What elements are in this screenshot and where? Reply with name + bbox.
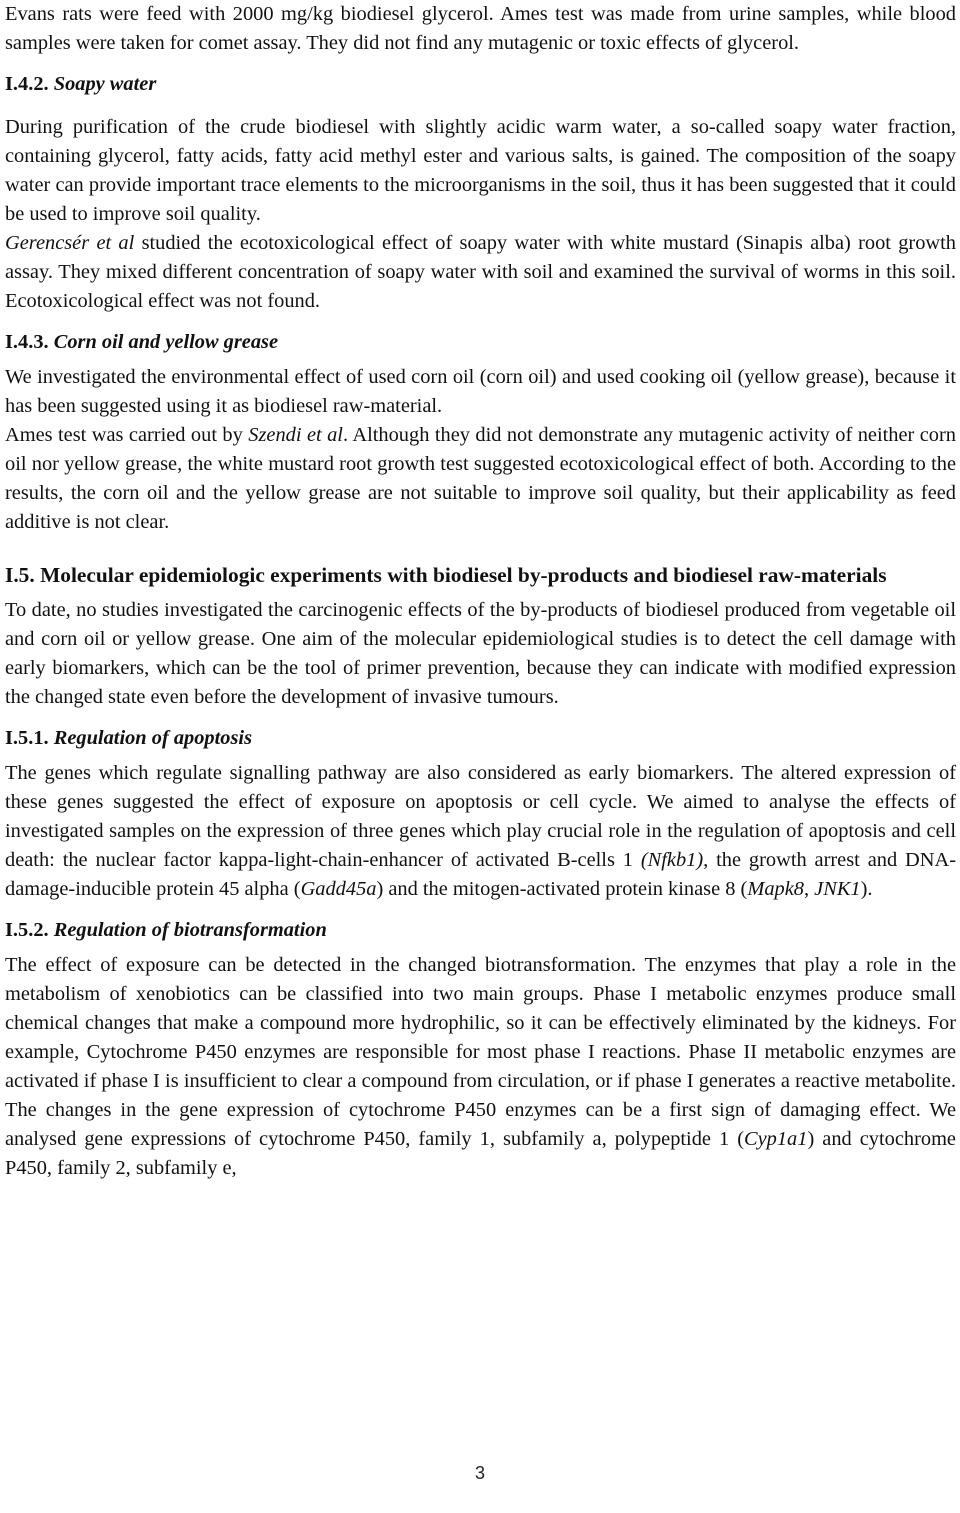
section-title: Soapy water (53, 73, 157, 95)
section-title: Regulation of biotransformation (53, 919, 327, 941)
section-heading-molecular-epidemiology: I.5. Molecular epidemiologic experiments with biodiesel by-products and biodiesel raw-materials (5, 563, 887, 587)
paragraph (5, 229, 956, 316)
section-number: I.4.3. (5, 331, 49, 353)
paragraph (5, 951, 956, 1183)
gene-name: JNK1 (814, 878, 861, 900)
paragraph-text: the growth arrest and DNA-damage-inducible protein 45 alpha ( (5, 849, 956, 900)
section-heading-soapy-water (5, 70, 956, 99)
section-number: I.5.1. (5, 727, 49, 749)
paragraph-text: ) and the mitogen-activated protein kinase 8 ( (376, 878, 748, 900)
page-number: 3 (474, 1463, 485, 1483)
gene-name: Mapk8 (747, 878, 804, 900)
section-number: I.5.2. (5, 919, 49, 941)
document-page (5, 0, 956, 1183)
paragraph-text: ). (860, 878, 873, 900)
author-citation: Gerencsér et al (5, 232, 135, 254)
paragraph-text: studied the ecotoxicological effect of soapy water with white mustard (Sinapis alba) root growth assay. They mixed different concentration of soapy water with soil and examined the survival of worms in this soil. Ecotoxicological effect was not found. (5, 232, 956, 312)
paragraph-text: , (803, 878, 815, 900)
gene-name: Gadd45a (300, 878, 377, 900)
paragraph-text: The effect of exposure can be detected in the changed biotransformation. The enzymes that play a role in the metabolism of xenobiotics can be classified into two main groups. Phase I metabolic enzymes produce small chemical changes that make a compound more hydrophilic, so it can be effectively eliminated by the kidneys. For example, Cytochrome P450 enzymes are responsible for most phase I reactions. Phase II metabolic enzymes are activated if phase I is insufficient to clear a compound from circulation, or if phase I generates a reactive metabolite. The changes in the gene expression of cytochrome P450 enzymes can be a first sign of damaging effect. We analysed gene expressions of cytochrome P450, family 1, subfamily a, polypeptide 1 ( (5, 954, 956, 1150)
paragraph (5, 759, 956, 904)
paragraph-text: . Although they did not demonstrate any mutagenic activity of neither corn oil nor yellow grease, the white mustard root growth test suggested ecotoxicological effect of both. According to the results, the corn oil and the yellow grease are not suitable to improve soil quality, but their applicability as feed additive is not clear. (5, 424, 956, 533)
paragraph: To date, no studies investigated the carcinogenic effects of the by-products of biodiesel produced from vegetable oil and corn oil or yellow grease. One aim of the molecular epidemiological studies is to detect the cell damage with early biomarkers, which can be the tool of primer prevention, because they can indicate with modified expression the changed state even before the development of invasive tumours. (5, 599, 956, 708)
intro-paragraph-tail: Evans rats were feed with 2000 mg/kg biodiesel glycerol. Ames test was made from urine samples, while blood samples were taken for comet assay. They did not find any mutagenic or toxic effects of glycerol. (5, 3, 956, 54)
section-heading-corn-oil (5, 328, 956, 357)
section-heading-biotransformation (5, 916, 956, 945)
paragraph (5, 421, 956, 537)
author-citation: Szendi et al (248, 424, 343, 446)
section-title: Corn oil and yellow grease (53, 331, 279, 353)
paragraph: We investigated the environmental effect of used corn oil (corn oil) and used cooking oil (yellow grease), because it has been suggested using it as biodiesel raw-material. (5, 366, 956, 417)
gene-name: (Nfkb1), (640, 849, 709, 871)
paragraph: During purification of the crude biodiesel with slightly acidic warm water, a so-called soapy water fraction, containing glycerol, fatty acids, fatty acid methyl ester and various salts, is gained. The composition of the soapy water can provide important trace elements to the microorganisms in the soil, thus it has been suggested that it could be used to improve soil quality. (5, 116, 956, 225)
section-number: I.4.2. (5, 73, 49, 95)
section-heading-apoptosis (5, 724, 956, 753)
gene-name: Cyp1a1 (744, 1128, 808, 1150)
paragraph-text: Ames test was carried out by (5, 424, 249, 446)
paragraph-text: ) and cytochrome P450, family 2, subfamily e, (5, 1128, 956, 1179)
paragraph-text: The genes which regulate signalling pathway are also considered as early biomarkers. The altered expression of these genes suggested the effect of exposure on apoptosis or cell cycle. We aimed to analyse the effects of investigated samples on the expression of three genes which play crucial role in the regulation of apoptosis and cell death: the nuclear factor kappa-light-chain-enhancer of activated B-cells 1 (5, 762, 956, 871)
section-title: Regulation of apoptosis (53, 727, 253, 749)
